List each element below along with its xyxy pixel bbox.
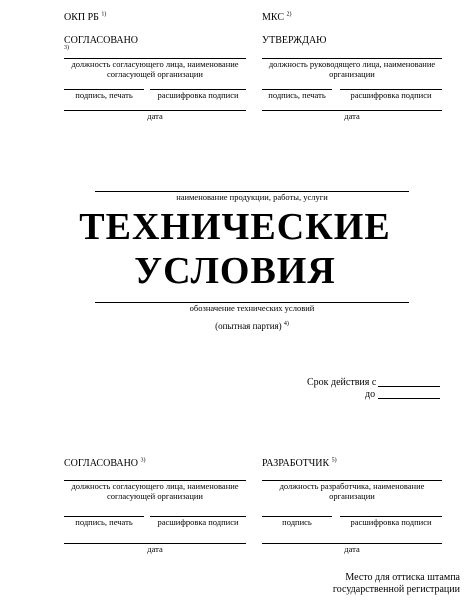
validity-label: Срок действия с xyxy=(307,377,377,388)
top-left-decode-caption: расшифровка подписи xyxy=(157,90,239,100)
top-right-signature-caption: подпись, печать xyxy=(268,90,326,100)
top-left-date-caption: дата xyxy=(147,111,163,121)
top-left-heading: СОГЛАСОВАНО xyxy=(64,35,139,46)
bottom-right-position-caption: должность разработчика, наименование организации xyxy=(279,481,425,501)
bottom-left-signature-caption: подпись, печать xyxy=(75,517,133,527)
product-caption: наименование продукции, работы, услуги xyxy=(176,192,328,202)
bottom-right-decode-caption: расшифровка подписи xyxy=(350,517,432,527)
top-left-heading-note: 3) xyxy=(64,45,69,51)
bottom-left-decode-caption: расшифровка подписи xyxy=(157,517,239,527)
pilot-batch: (опытная партия) $^{4)}$ xyxy=(215,321,289,331)
top-right-date-caption: дата xyxy=(344,111,360,121)
top-right-heading: УТВЕРЖДАЮ xyxy=(262,35,327,46)
mks-label: МКС $^{2)}$ xyxy=(262,11,292,23)
validity-to-line xyxy=(378,398,440,399)
validity-from-line xyxy=(378,386,440,387)
top-left-signature-caption: подпись, печать xyxy=(75,90,133,100)
title-line-1: ТЕХНИЧЕСКИЕ xyxy=(79,206,391,248)
bottom-left-position-caption: должность согласующего лица, наименование согласующей организации xyxy=(71,481,239,501)
bottom-left-date-caption: дата xyxy=(147,544,163,554)
validity-to-label: до xyxy=(365,389,376,400)
okp-label: ОКП РБ $^{1)}$ xyxy=(64,11,107,23)
designation-caption: обозначение технических условий xyxy=(189,303,315,313)
stamp-place-caption: Место для оттиска штампа государственной регистрации xyxy=(332,572,460,595)
bottom-right-heading: РАЗРАБОТЧИК $^{5)}$ xyxy=(262,457,337,469)
title-line-2: УСЛОВИЯ xyxy=(134,250,336,292)
bottom-right-date-caption: дата xyxy=(344,544,360,554)
top-right-position-caption: должность руководящего лица, наименование организации xyxy=(268,59,436,79)
bottom-left-heading: СОГЛАСОВАНО $^{3)}$ xyxy=(64,457,146,469)
top-right-decode-caption: расшифровка подписи xyxy=(350,90,432,100)
bottom-right-signature-caption: подпись xyxy=(282,517,312,527)
top-left-position-caption: должность согласующего лица, наименование согласующей организации xyxy=(71,59,239,79)
